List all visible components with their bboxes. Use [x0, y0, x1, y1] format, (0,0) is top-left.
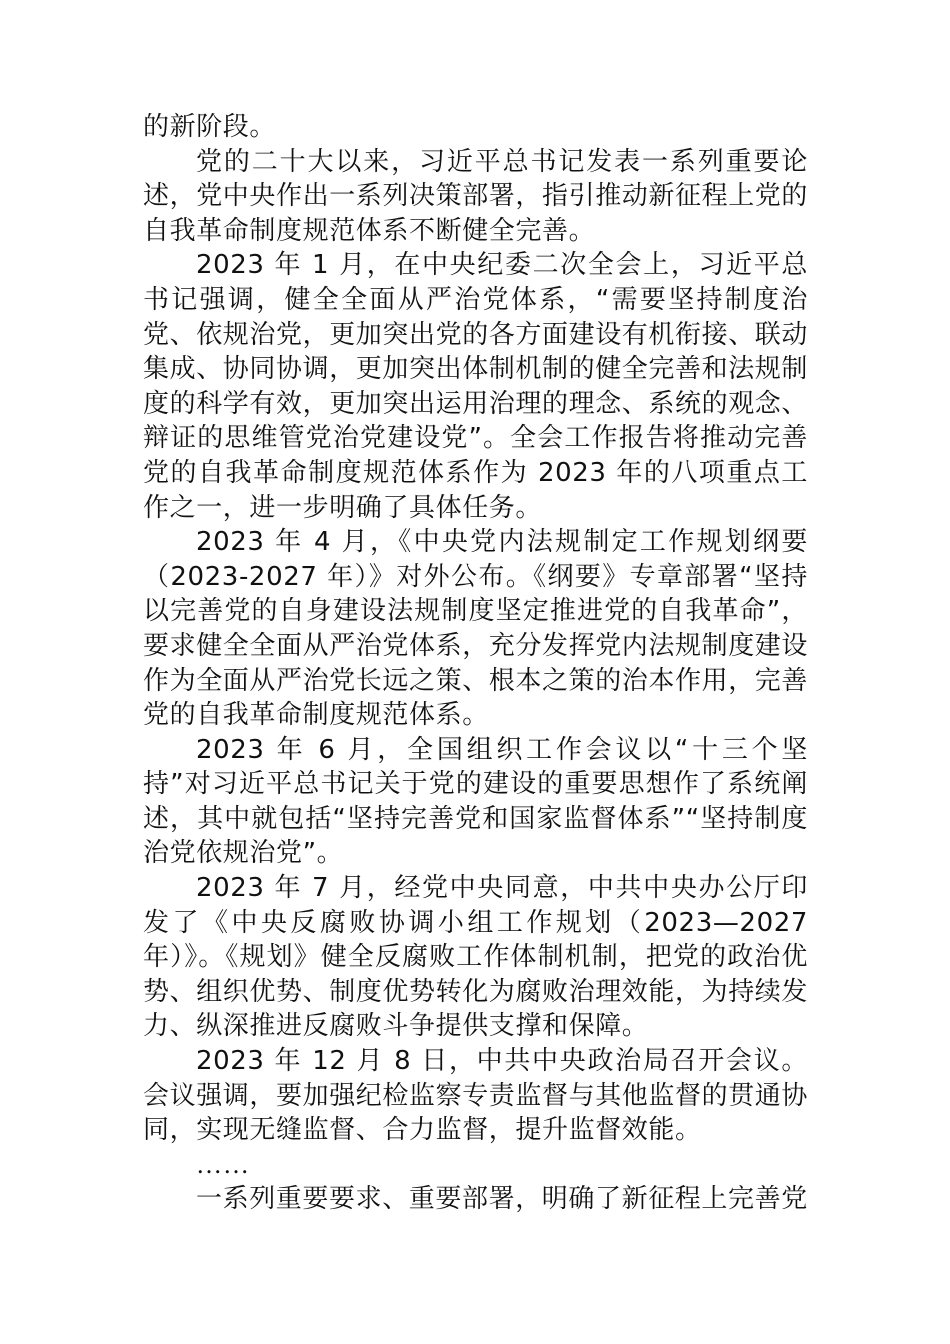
- paragraph-continuation: 的新阶段。: [143, 112, 277, 142]
- paragraph-ellipsis: ……: [196, 1149, 250, 1179]
- document-body: [143, 110, 808, 1217]
- paragraph-since-20th-congress: 党的二十大以来，习近平总书记发表一系列重要论述，党中央作出一系列决策部署，指引推动新征程上党的自我革命制度规范体系不断健全完善。: [143, 146, 809, 246]
- paragraph-2023-december: 2023 年 12 月 8 日，中共中央政治局召开会议。会议强调，要加强纪检监察专责监督与其他监督的贯通协同，实现无缝监督、合力监督，提升监督效能。: [143, 1046, 809, 1146]
- paragraph-2023-january: 2023 年 1 月，在中央纪委二次全会上，习近平总书记强调，健全全面从严治党体系，“需要坚持制度治党、依规治党，更加突出党的各方面建设有机衔接、联动集成、协同协调，更加突出体制机制的健全完善和法规制度的科学有效，更加突出运用治理的理念、系统的观念、辩证的思维管党治党建设党”。全会工作报告将推动完善党的自我革命制度规范体系作为 2023 年的八项重点工作之一，进一步明确了具体任务。: [143, 250, 809, 523]
- paragraph-2023-june: 2023 年 6 月，全国组织工作会议以“十三个坚持”对习近平总书记关于党的建设的重要思想作了系统阐述，其中就包括“坚持完善党和国家监督体系”“坚持制度治党依规治党”。: [143, 734, 808, 869]
- paragraph-summary: 一系列重要要求、重要部署，明确了新征程上完善党: [196, 1184, 808, 1215]
- paragraph-2023-april: 2023 年 4 月，《中央党内法规制定工作规划纲要（2023-2027 年）》对外公布。《纲要》专章部署“坚持以完善党的自身建设法规制度坚定推进党的自我革命”，要求健全全面从严治党体系，充分发挥党内法规制度建设作为全面从严治党长远之策、根本之策的治本作用，完善党的自我革命制度规范体系。: [143, 527, 809, 731]
- paragraph-2023-july: 2023 年 7 月，经党中央同意，中共中央办公厅印发了《中央反腐败协调小组工作规划（2023—2027 年）》。《规划》健全反腐败工作体制机制，把党的政治优势、组织优势、制度优势转化为腐败治理效能，为持续发力、纵深推进反腐败斗争提供支撑和保障。: [143, 873, 809, 1042]
